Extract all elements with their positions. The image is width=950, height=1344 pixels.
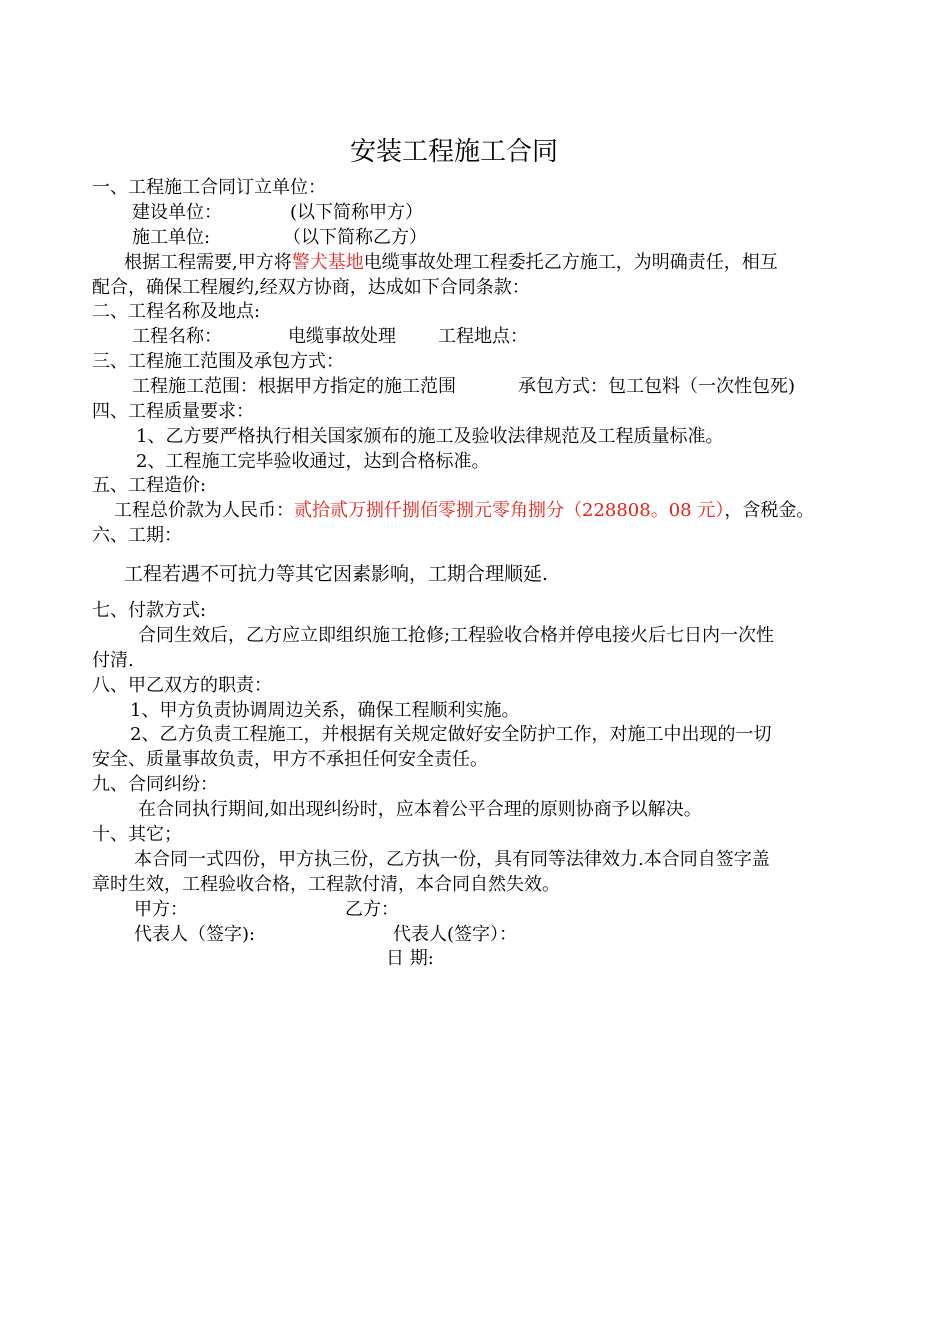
schedule-text: 工程若遇不可抗力等其它因素影响，工期合理顺延. bbox=[124, 563, 549, 585]
signature-date: 日 期: bbox=[386, 948, 434, 969]
project-location-label: 工程地点： bbox=[438, 326, 528, 347]
section-2-heading: 二、工程名称及地点: bbox=[92, 301, 261, 322]
project-name-label: 工程名称： bbox=[132, 326, 222, 347]
party-a-label: 建设单位： bbox=[132, 202, 222, 223]
intro-post: 电缆事故处理工程委托乙方施工，为明确责任，相互 bbox=[363, 252, 778, 273]
section-10-heading: 十、其它； bbox=[92, 824, 182, 845]
project-name-value: 电缆事故处理 bbox=[288, 326, 396, 347]
signature-party-b: 乙方： bbox=[345, 899, 399, 920]
quality-item-2: 2、工程施工完毕验收通过，达到合格标准。 bbox=[136, 451, 490, 472]
document-title: 安装工程施工合同 bbox=[350, 137, 559, 167]
construction-scope: 工程施工范围：根据甲方指定的施工范围 bbox=[132, 376, 456, 397]
price-line bbox=[114, 499, 814, 523]
price-value-highlight: 贰拾贰万捌仟捌佰零捌元零角捌分（228808。08 元） bbox=[294, 500, 725, 521]
project-site-highlight: 警犬基地 bbox=[291, 252, 364, 273]
price-pre: 工程总价款为人民币： bbox=[114, 500, 294, 521]
payment-line-1: 合同生效后，乙方应立即组织施工抢修;工程验收合格并停电接火后七日内一次性 bbox=[138, 625, 775, 646]
contract-mode: 承包方式：包工包料（一次性包死) bbox=[518, 376, 796, 397]
duty-item-1: 1、甲方负责协调周边关系，确保工程顺利实施。 bbox=[130, 700, 520, 721]
intro-line-2: 配合，确保工程履约,经双方协商，达成如下合同条款： bbox=[92, 277, 530, 298]
section-7-heading: 七、付款方式: bbox=[92, 600, 207, 621]
quality-item-1: 1、乙方要严格执行相关国家颁布的施工及验收法律规范及工程质量标准。 bbox=[136, 426, 724, 447]
signature-rep-a: 代表人（签字): bbox=[134, 924, 256, 945]
payment-line-2: 付清. bbox=[92, 650, 134, 671]
signature-rep-b: 代表人(签字）： bbox=[393, 924, 518, 945]
intro-pre: 根据工程需要,甲方将 bbox=[124, 252, 292, 273]
section-4-heading: 四、工程质量要求： bbox=[92, 401, 254, 422]
party-b-note: （以下简称乙方） bbox=[283, 227, 427, 248]
section-6-heading: 六、工期： bbox=[92, 525, 182, 546]
section-1-heading: 一、工程施工合同订立单位： bbox=[92, 177, 326, 198]
price-post: ，含税金。 bbox=[724, 500, 815, 521]
section-5-heading: 五、工程造价: bbox=[92, 475, 207, 496]
other-line-2: 章时生效，工程验收合格，工程款付清，本合同自然失效。 bbox=[92, 874, 560, 895]
intro-line-1 bbox=[124, 251, 778, 275]
duty-item-2-line-1: 2、乙方负责工程施工，并根据有关规定做好安全防护工作，对施工中出现的一切 bbox=[130, 724, 772, 745]
signature-party-a: 甲方： bbox=[134, 899, 188, 920]
party-b-label: 施工单位: bbox=[132, 227, 211, 248]
section-3-heading: 三、工程施工范围及承包方式： bbox=[92, 351, 344, 372]
section-9-heading: 九、合同纠纷： bbox=[92, 774, 218, 795]
section-8-heading: 八、甲乙双方的职责： bbox=[92, 675, 272, 696]
dispute-text: 在合同执行期间,如出现纠纷时，应本着公平合理的原则协商予以解决。 bbox=[138, 799, 702, 820]
duty-item-2-line-2: 安全、质量事故负责，甲方不承担任何安全责任。 bbox=[92, 749, 488, 770]
other-line-1: 本合同一式四份，甲方执三份，乙方执一份，具有同等法律效力.本合同自签字盖 bbox=[134, 849, 770, 870]
party-a-note: (以下简称甲方） bbox=[290, 202, 424, 223]
